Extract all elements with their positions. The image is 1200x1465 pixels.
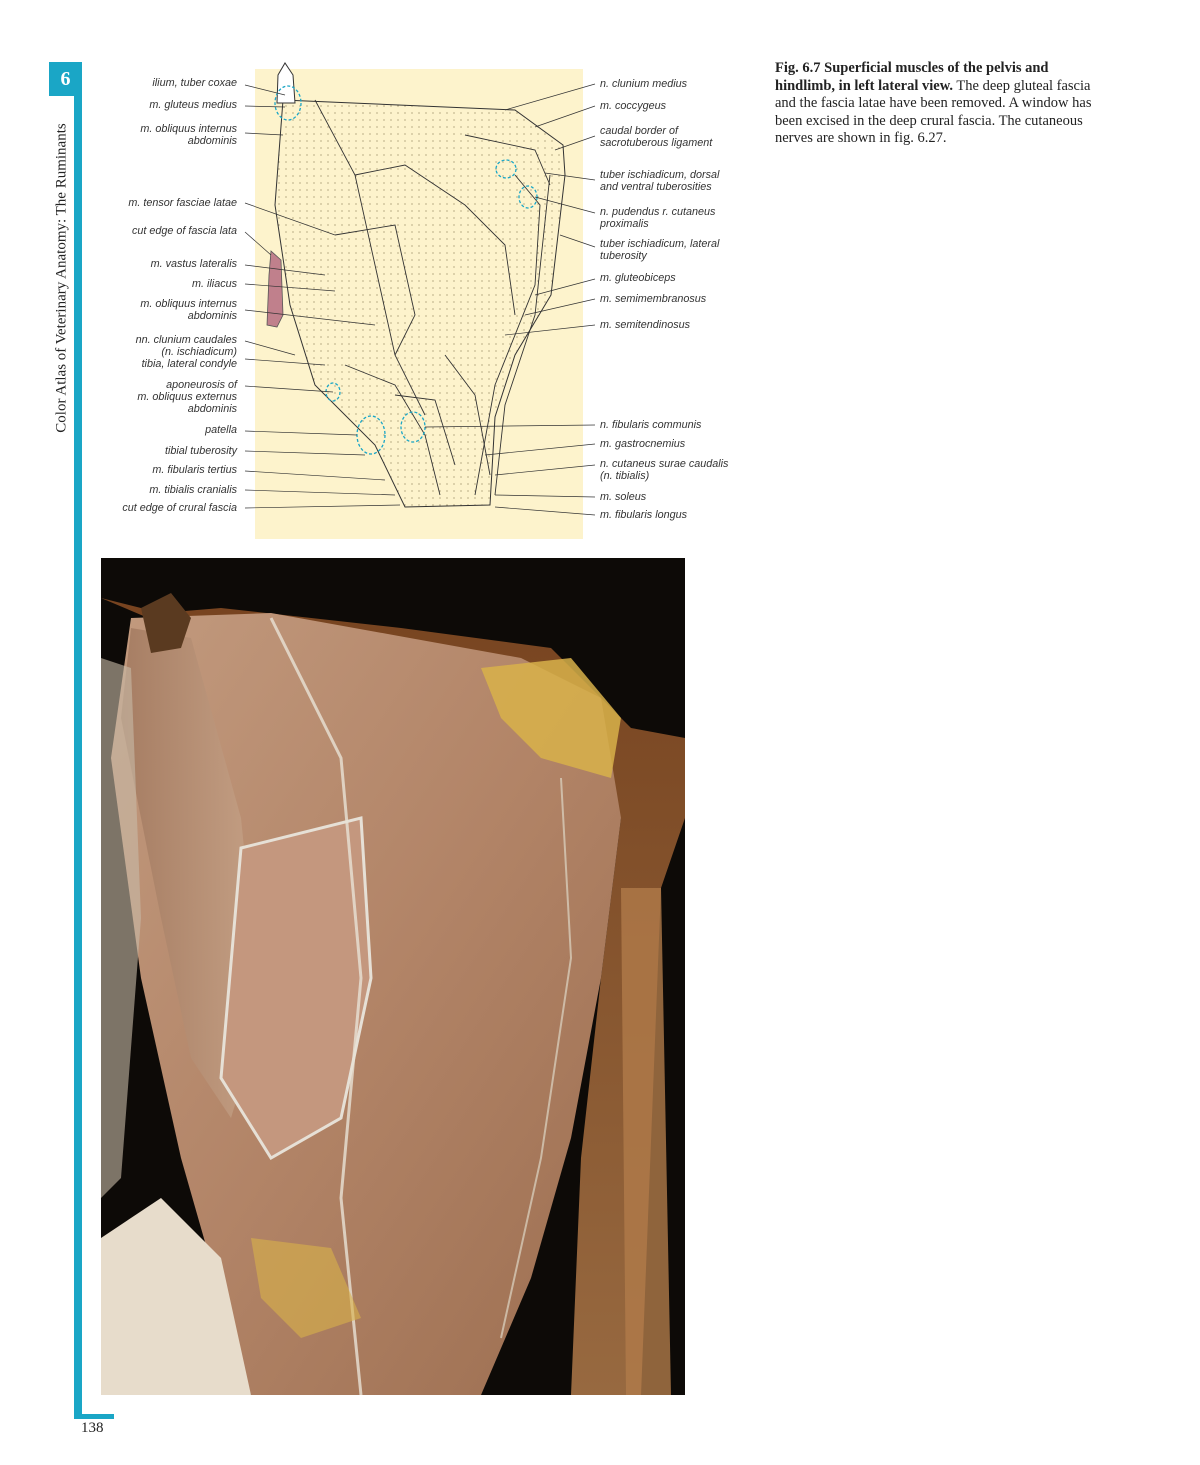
label-obliquus-internus-2: m. obliquus internus abdominis (140, 298, 237, 322)
label-tensor-fasciae-latae: m. tensor fasciae latae (128, 197, 237, 209)
label-tibial-tuberosity: tibial tuberosity (164, 445, 237, 457)
figure-caption-text: The deep gluteal fascia and the fascia latae have been removed. A window has been excised in the deep crural fascia. The cutaneous nerves are shown in fig. 6.27. (775, 77, 1092, 147)
label-soleus: m. soleus (600, 491, 647, 503)
chapter-number-tab: 6 (49, 62, 82, 96)
label-vastus-lateralis: m. vastus lateralis (150, 258, 237, 270)
photo-drawing (101, 558, 685, 1395)
label-cutaneus-surae: n. cutaneus surae caudalis (n. tibialis) (600, 458, 729, 482)
label-tuber-coxae: ilium, tuber coxae (152, 77, 237, 89)
label-fibularis-communis: n. fibularis communis (600, 419, 702, 431)
page-number: 138 (81, 1420, 104, 1436)
figure-caption (775, 60, 1105, 148)
label-coccygeus: m. coccygeus (600, 100, 667, 112)
label-semitendinosus: m. semitendinosus (600, 319, 691, 331)
label-clunium-medius: n. clunium medius (600, 78, 688, 90)
label-tuber-ischiadicum-lateral: tuber ischiadicum, lateral tuberosity (600, 238, 720, 262)
label-cut-edge-crural-fascia: cut edge of crural fascia (122, 502, 237, 514)
margin-rule (74, 96, 82, 1418)
running-head-text: Color Atlas of Veterinary Anatomy: The Ruminants (53, 123, 70, 433)
label-iliacus: m. iliacus (192, 278, 237, 290)
label-sacrotuberous-ligament: caudal border of sacrotuberous ligament (600, 125, 713, 149)
label-semimembranosus: m. semimembranosus (600, 293, 707, 305)
figure-title: Superficial muscles of the pelvis and hindlimb, in left lateral view. (775, 60, 1049, 94)
label-aponeurosis: aponeurosis of m. obliquus externus abdominis (137, 379, 237, 415)
label-fibularis-tertius: m. fibularis tertius (152, 464, 237, 476)
dissection-photograph (101, 558, 685, 1395)
label-clunium-caudales: nn. clunium caudales (n. ischiadicum) tibia, lateral condyle (135, 334, 237, 370)
figure-label: Fig. 6.7 (775, 60, 821, 76)
label-gluteobiceps: m. gluteobiceps (600, 272, 676, 284)
margin-rule-foot (74, 1414, 114, 1419)
label-gastrocnemius: m. gastrocnemius (600, 438, 686, 450)
label-patella: patella (205, 424, 237, 436)
label-tuber-ischiadicum-dorsal: tuber ischiadicum, dorsal and ventral tuberosities (600, 169, 720, 193)
label-pudendus: n. pudendus r. cutaneus proximalis (600, 206, 716, 230)
label-tibialis-cranialis: m. tibialis cranialis (149, 484, 237, 496)
label-obliquus-internus: m. obliquus internus abdominis (140, 123, 237, 147)
anatomy-diagram (95, 55, 775, 555)
label-gluteus-medius: m. gluteus medius (149, 99, 237, 111)
label-fibularis-longus: m. fibularis longus (600, 509, 688, 521)
label-cut-edge-fascia-lata: cut edge of fascia lata (131, 225, 237, 237)
